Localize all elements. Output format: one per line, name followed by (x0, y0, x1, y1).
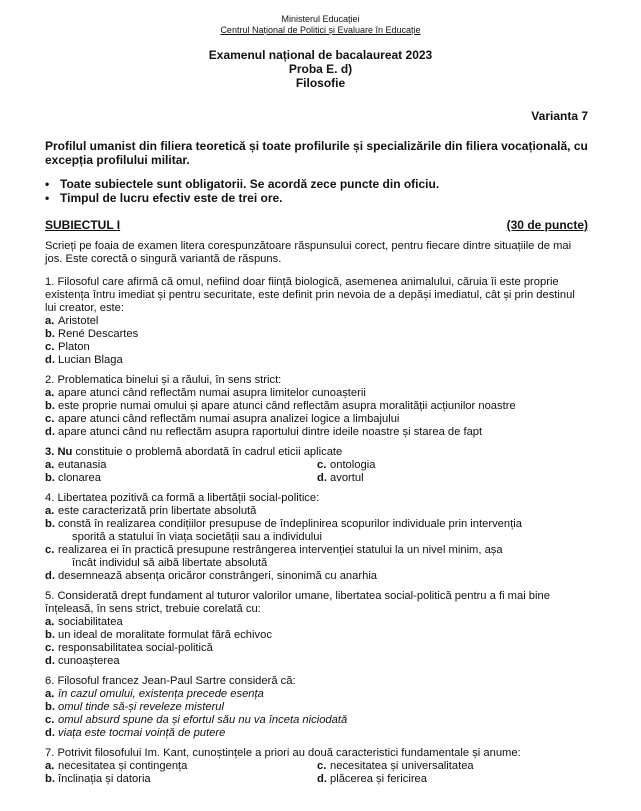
question-4 (45, 492, 589, 583)
option-text: este caracterizată prin libertate absolută (58, 505, 257, 517)
option-b (45, 518, 589, 544)
option-text: un ideal de moralitate formulat fără echivoc (58, 629, 272, 641)
option-text-continued: încât individul să aibă libertate absolută (72, 557, 268, 569)
option-text: în cazul omului, existența precede esența (58, 688, 264, 700)
option-text: viața este tocmai voință de putere (58, 727, 226, 739)
option-c (45, 714, 589, 727)
option-text: necesitatea și universalitatea (330, 760, 474, 772)
option-text: realizarea ei în practică presupune restrângerea intervenției statului la un nivel minim, așa (58, 544, 503, 556)
option-a (45, 616, 589, 629)
option-letter: c. (45, 413, 55, 425)
option-b (45, 328, 589, 341)
option-a (45, 505, 589, 518)
instructions: Scrieți pe foaia de examen litera corespunzătoare răspunsului corect, pentru fiecare dintre situațiile de mai jos. Este corectă o singură variantă de răspuns. (45, 240, 572, 265)
option-letter: d. (45, 354, 55, 366)
center-name: Centrul Național de Politici și Evaluare în Educație (220, 25, 421, 35)
option-b (45, 472, 317, 485)
option-letter: c. (317, 459, 327, 471)
option-d (45, 655, 589, 668)
question-6 (45, 675, 589, 740)
option-letter: c. (317, 760, 327, 772)
section-name: SUBIECTUL I (45, 218, 121, 232)
option-letter: d. (45, 426, 55, 438)
option-c (317, 760, 589, 773)
option-letter: c. (45, 341, 55, 353)
option-d (45, 426, 589, 439)
question-stem-bold: 3. Nu (45, 446, 73, 458)
exam-subject: Filosofie (295, 76, 346, 90)
question-7 (45, 747, 589, 786)
option-letter: b. (45, 400, 55, 412)
option-a (45, 315, 589, 328)
option-text: René Descartes (58, 328, 139, 340)
question-stem: 6. Filosoful francez Jean-Paul Sartre consideră că: (45, 675, 296, 687)
option-d (45, 727, 589, 740)
option-b (45, 400, 589, 413)
exam-test: Proba E. d) (288, 62, 353, 76)
option-d (317, 773, 589, 786)
option-a (45, 760, 317, 773)
section-header (45, 219, 588, 232)
option-text: apare atunci când reflectăm numai asupra limitelor cunoașterii (58, 387, 366, 399)
option-letter: b. (45, 472, 55, 484)
option-a (45, 459, 317, 472)
option-letter: a. (45, 505, 55, 517)
question-stem: 2. Problematica binelui și a răului, în sens strict: (45, 374, 282, 386)
option-text: apare atunci când reflectăm numai asupra analizei logice a limbajului (58, 413, 400, 425)
options-grid (45, 459, 589, 485)
option-text: cunoașterea (58, 655, 120, 667)
option-text: este proprie numai omului și apare atunci când reflectăm asupra moralității acțiunilor noastre (58, 400, 516, 412)
option-letter: b. (45, 701, 55, 713)
exam-title-block (0, 48, 641, 90)
question-stem: 5. Considerată drept fundament al tuturor valorilor umane, libertatea social-politică pentru a fi mai bine înțeleasă, în sens strict, trebuie corelată cu: (45, 590, 550, 615)
option-letter: d. (317, 472, 327, 484)
option-c (45, 544, 589, 570)
option-a (45, 688, 589, 701)
option-text: Aristotel (58, 315, 99, 327)
section-content (45, 240, 589, 786)
option-text: necesitatea și contingența (58, 760, 188, 772)
option-text: plăcerea și fericirea (330, 773, 428, 785)
option-letter: b. (45, 773, 55, 785)
option-text: sociabilitatea (58, 616, 123, 628)
option-text: clonarea (58, 472, 101, 484)
option-letter: d. (45, 655, 55, 667)
option-letter: b. (45, 629, 55, 641)
question-1 (45, 276, 589, 367)
option-text-continued: sporită a statului în viața societății sau a individului (72, 531, 322, 543)
question-stem (45, 446, 589, 459)
option-text: Lucian Blaga (58, 354, 123, 366)
rule-item: • Toate subiectele sunt obligatorii. Se acordă zece puncte din oficiu. (45, 177, 641, 191)
profile-text: Profilul umanist din filiera teoretică și toate profilurile și specializările din filiera vocațională, cu excepția profilului militar. (45, 139, 588, 167)
option-text: apare atunci când nu reflectăm asupra raportului dintre ideile noastre și starea de fapt (58, 426, 483, 438)
option-letter: b. (45, 518, 55, 530)
option-letter: c. (45, 714, 55, 726)
option-text-block (58, 544, 589, 570)
rules-list (45, 177, 641, 205)
option-d (45, 570, 589, 583)
ministry-name: Ministerul Educației (281, 14, 360, 24)
rule-item: • Timpul de lucru efectiv este de trei ore. (45, 191, 641, 205)
option-letter: d. (45, 570, 55, 582)
option-text: Platon (58, 341, 90, 353)
section-points: (30 de puncte) (506, 218, 588, 232)
option-text: înclinația și datoria (58, 773, 151, 785)
question-2 (45, 374, 589, 439)
option-c (45, 341, 589, 354)
option-c (45, 642, 589, 655)
option-text: omul tinde să-și reveleze misterul (58, 701, 225, 713)
option-a (45, 387, 589, 400)
option-letter: c. (45, 544, 55, 556)
option-b (45, 629, 589, 642)
option-b (45, 701, 589, 714)
option-letter: a. (45, 459, 55, 471)
page-header (0, 0, 641, 36)
question-stem: 4. Libertatea pozitivă ca formă a libertății social-politice: (45, 492, 320, 504)
option-c (317, 459, 589, 472)
option-letter: a. (45, 760, 55, 772)
exam-variant: Varianta 7 (531, 109, 588, 123)
option-letter: a. (45, 688, 55, 700)
option-b (45, 773, 317, 786)
option-text-block (58, 518, 589, 544)
question-3 (45, 446, 589, 485)
option-text: avortul (330, 472, 364, 484)
option-text: constă în realizarea condițiilor presupuse de îndeplinirea scopurilor individuale prin intervenția (58, 518, 522, 530)
option-letter: b. (45, 328, 55, 340)
option-text: omul absurd spune da și efortul său nu va înceta niciodată (58, 714, 348, 726)
question-stem: 7. Potrivit filosofului Im. Kant, cunoștințele a priori au două caracteristici fundamentale și anume: (45, 747, 521, 759)
option-d (317, 472, 589, 485)
options-grid (45, 760, 589, 786)
exam-title: Examenul național de bacalaureat 2023 (208, 48, 433, 62)
option-letter: c. (45, 642, 55, 654)
option-letter: a. (45, 315, 55, 327)
option-letter: a. (45, 387, 55, 399)
option-text: ontologia (330, 459, 376, 471)
option-text: eutanasia (58, 459, 107, 471)
option-letter: d. (45, 727, 55, 739)
option-letter: a. (45, 616, 55, 628)
question-stem: 1. Filosoful care afirmă că omul, nefiind doar ființă biologică, asemenea animalului, căruia îi este proprie existența întru imediat și pentru securitate, este definit prin nevoia de a depăși imediatul, cât și prin destinul lui creator, este: (45, 276, 575, 314)
question-5 (45, 590, 589, 668)
option-c (45, 413, 589, 426)
question-stem-rest: constituie o problemă abordată în cadrul eticii aplicate (72, 446, 343, 458)
option-text: desemnează absența oricăror constrângeri, sinonimă cu anarhia (58, 570, 378, 582)
option-d (45, 354, 589, 367)
option-text: responsabilitatea social-politică (58, 642, 213, 654)
option-letter: d. (317, 773, 327, 785)
